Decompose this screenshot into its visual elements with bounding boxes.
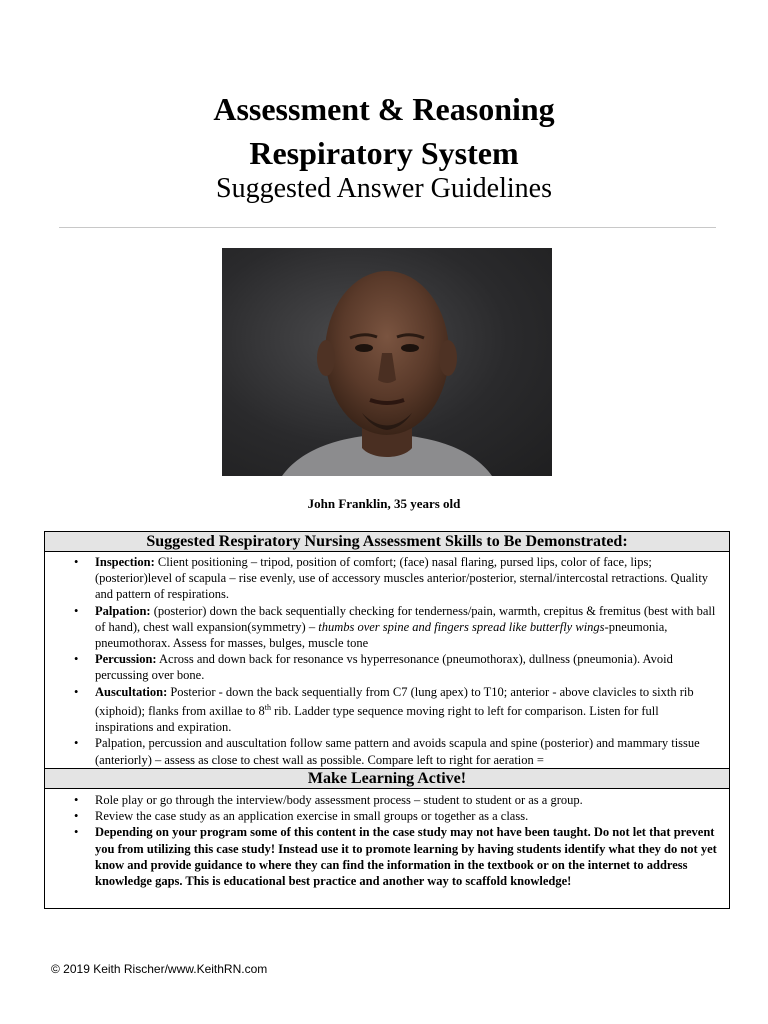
active-section (45, 789, 729, 889)
active-heading: Make Learning Active! (45, 768, 729, 789)
photo-caption: John Franklin, 35 years old (307, 496, 461, 511)
title-line-1: Assessment & Reasoning (213, 91, 555, 127)
list-item-inspection (95, 554, 717, 603)
portrait-illustration (222, 248, 552, 476)
percussion-label: Percussion: (95, 652, 157, 667)
subtitle: Suggested Answer Guidelines (216, 173, 552, 204)
auscultation-sup: th (264, 702, 271, 712)
skills-section (45, 552, 729, 768)
header-divider (59, 227, 716, 228)
inspection-text: Client positioning – tripod, position of comfort; (face) nasal flaring, pursed lips, color of face, lips; (posterior)level of scapula – rise evenly, use of accessory muscles anterior/posterior, sternal/intercostal retractions. Quality and pattern of respirations. (95, 555, 709, 602)
list-item-pattern: • Palpation, percussion and auscultation follow same pattern and avoids scapula and spine (posterior) and mammary tissue (anteriorly) – assess as close to chest wall as possible. Compare left to right for aeration = (95, 735, 717, 767)
list-item-percussion (95, 651, 717, 683)
guidance-text: Depending on your program some of this content in the case study may not have been taught. Do not let that prevent you from utilizing this case study! Instead use it to promote learning by having students identify what they do not yet know and provide guidance to where they can find the information in the textbook or on the internet to address knowledge gaps. This is educational best practice and another way to scaffold knowledge! (95, 825, 717, 889)
skills-heading: Suggested Respiratory Nursing Assessment Skills to Be Demonstrated: (45, 532, 729, 552)
auscultation-text-after: rib. Ladder type sequence moving right to left for comparison. Listen for full inspirations and expiration. (95, 703, 659, 735)
list-item-guidance (95, 824, 717, 889)
list-item-auscultation (95, 684, 717, 736)
percussion-text: Across and down back for resonance vs hyperresonance (pneumothorax), dullness (pneumonia). Avoid percussing over bone. (95, 652, 673, 683)
patient-photo (222, 248, 552, 476)
palpation-italic: thumbs over spine and fingers spread like butterfly wings (318, 619, 605, 634)
palpation-text-after: -pneumonia, pneumothorax. Assess for masses, bulges, muscle tone (95, 619, 668, 651)
palpation-label: Palpation: (95, 603, 151, 618)
auscultation-label: Auscultation: (95, 684, 168, 699)
list-item-role-play: • Role play or go through the interview/body assessment process – student to student or as a group. (95, 792, 717, 808)
active-list (45, 789, 729, 889)
list-item-review: • Review the case study as an application exercise in small groups or together as a class. (95, 808, 717, 824)
assessment-table (44, 531, 730, 909)
auscultation-text: Posterior - down the back sequentially from C7 (lung apex) to T10; anterior - above clavicles to sixth rib (xiphoid); flanks from axillae to 8 (95, 684, 694, 718)
palpation-text: (posterior) down the back sequentially checking for tenderness/pain, warmth, crepitus & fremitus (best with ball of hand), chest wall expansion(symmetry) – (95, 603, 716, 634)
skills-list (45, 552, 729, 768)
inspection-label: Inspection: (95, 555, 155, 569)
title-line-2: Respiratory System (249, 135, 519, 171)
list-item-palpation (95, 603, 717, 652)
copyright-footer: © 2019 Keith Rischer/www.KeithRN.com (51, 962, 268, 976)
